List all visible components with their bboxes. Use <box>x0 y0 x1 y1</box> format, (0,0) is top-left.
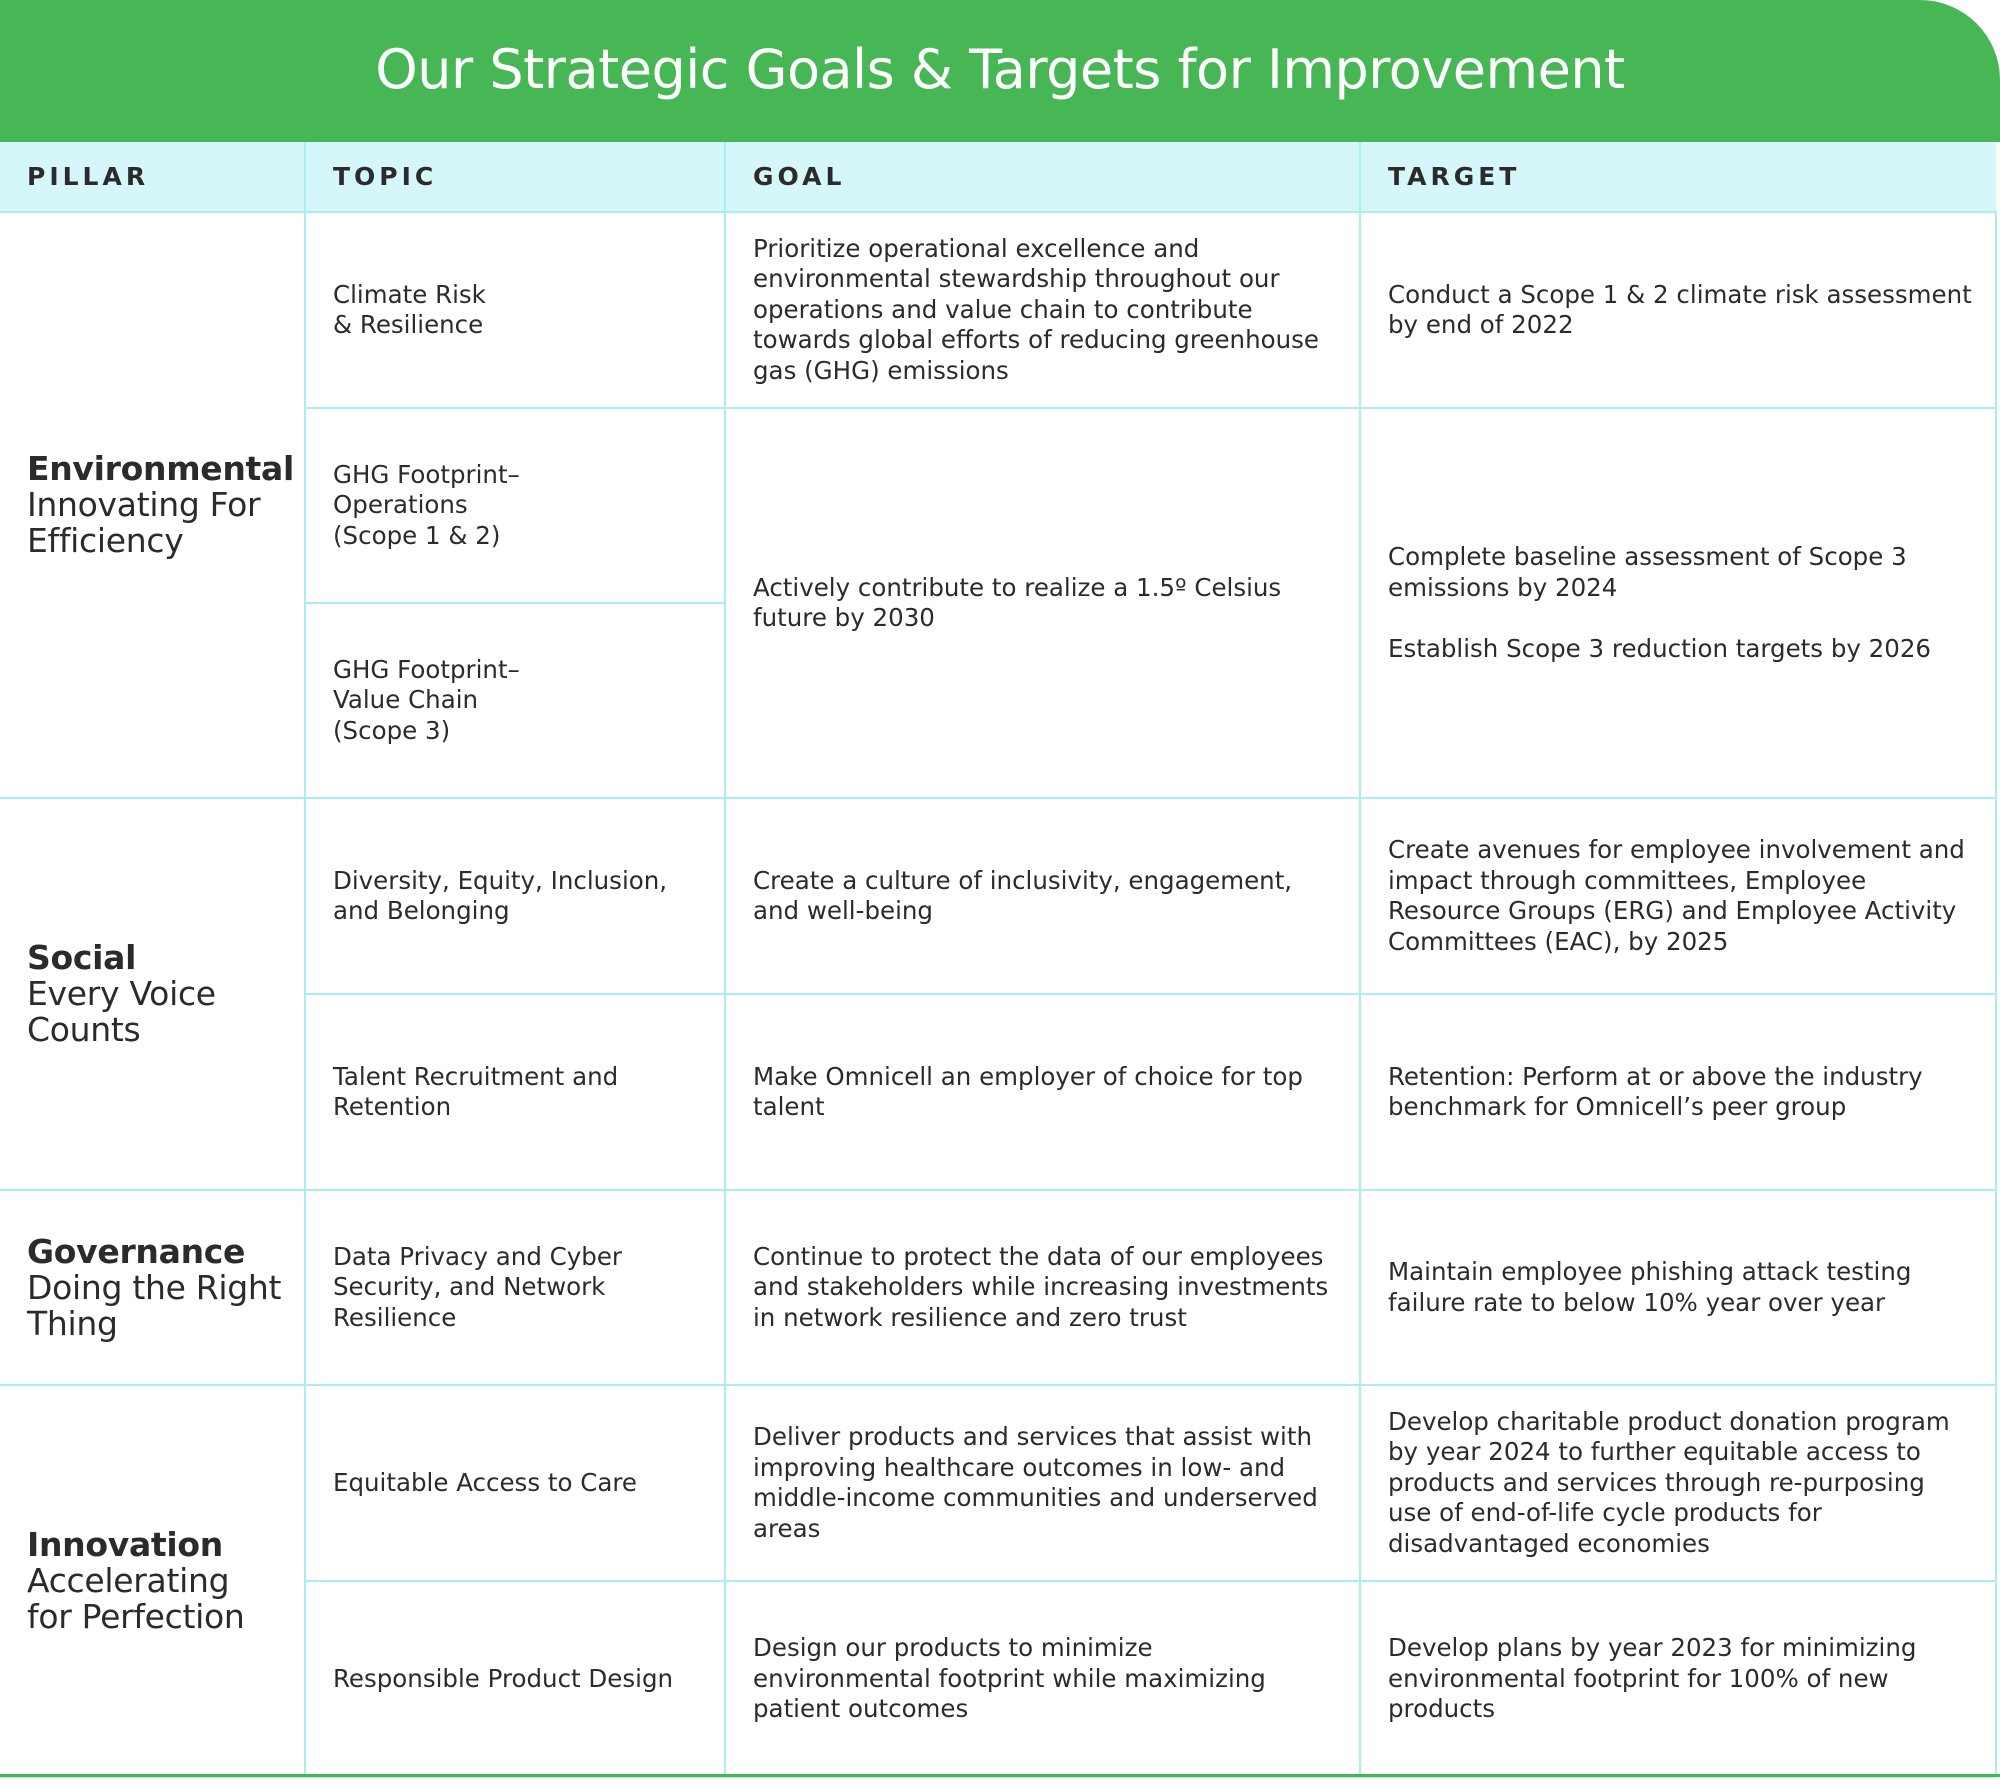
goal-cell: Prioritize operational excellence and environmental stewardship throughout our operations and value chain to contribute towards global efforts of reducing greenhouse gas (GHG) emissions <box>725 212 1360 408</box>
target-cell: Retention: Perform at or above the industry benchmark for Omnicell’s peer group <box>1360 994 1996 1190</box>
topic-cell: GHG Footprint– Value Chain (Scope 3) <box>305 603 725 798</box>
target-cell: Create avenues for employee involvement and impact through committees, Employee Resource Groups (ERG) and Employee Activity Committees (EAC), by 2025 <box>1360 798 1996 994</box>
goal-cell: Design our products to minimize environmental footprint while maximizing patient outcomes <box>725 1581 1360 1777</box>
pillar-cell-environmental <box>0 212 305 798</box>
column-header-topic: TOPIC <box>305 142 725 212</box>
goals-table <box>0 142 1997 1778</box>
topic-cell: Talent Recruitment and Retention <box>305 994 725 1190</box>
target-cell: Complete baseline assessment of Scope 3 emissions by 2024 Establish Scope 3 reduction targets by 2026 <box>1360 408 1996 798</box>
page-title: Our Strategic Goals & Targets for Improvement <box>375 37 1625 101</box>
bottom-divider <box>0 1774 2000 1777</box>
pillar-theme: Doing the Right Thing <box>27 1267 282 1343</box>
target-cell: Conduct a Scope 1 & 2 climate risk assessment by end of 2022 <box>1360 212 1996 408</box>
pillar-cell-innovation <box>0 1385 305 1777</box>
table-header-row <box>0 142 1996 212</box>
topic-cell: Climate Risk & Resilience <box>305 212 725 408</box>
page-header <box>0 0 2000 142</box>
pillar-cell-social <box>0 798 305 1190</box>
target-cell: Maintain employee phishing attack testing failure rate to below 10% year over year <box>1360 1190 1996 1385</box>
topic-cell: GHG Footprint– Operations (Scope 1 & 2) <box>305 408 725 603</box>
pillar-name: Governance <box>27 1231 246 1271</box>
pillar-theme: Innovating For Efficiency <box>27 485 261 560</box>
pillar-name: Environmental <box>27 449 295 488</box>
table-row <box>0 798 1996 994</box>
target-cell: Develop charitable product donation program by year 2024 to further equitable access to products and services through re-purposing use of end-of-life cycle products for disadvantaged economies <box>1360 1385 1996 1581</box>
goal-cell: Create a culture of inclusivity, engagement, and well-being <box>725 798 1360 994</box>
pillar-cell-governance <box>0 1190 305 1385</box>
pillar-name: Social <box>27 938 137 977</box>
column-header-goal: GOAL <box>725 142 1360 212</box>
topic-cell: Data Privacy and Cyber Security, and Network Resilience <box>305 1190 725 1385</box>
pillar-theme: Every Voice Counts <box>27 974 216 1049</box>
target-cell: Develop plans by year 2023 for minimizing environmental footprint for 100% of new products <box>1360 1581 1996 1777</box>
topic-cell: Diversity, Equity, Inclusion, and Belonging <box>305 798 725 994</box>
table-row <box>0 1385 1996 1581</box>
goal-cell: Deliver products and services that assist with improving healthcare outcomes in low- and middle-income communities and underserved areas <box>725 1385 1360 1581</box>
goal-cell: Make Omnicell an employer of choice for top talent <box>725 994 1360 1190</box>
topic-cell: Equitable Access to Care <box>305 1385 725 1581</box>
table-row <box>0 1190 1996 1385</box>
goal-cell: Continue to protect the data of our employees and stakeholders while increasing investments in network resilience and zero trust <box>725 1190 1360 1385</box>
table-row <box>0 212 1996 408</box>
pillar-theme: Accelerating for Perfection <box>27 1561 245 1636</box>
column-header-pillar: PILLAR <box>27 162 150 191</box>
topic-cell: Responsible Product Design <box>305 1581 725 1777</box>
column-header-target: TARGET <box>1360 142 1996 212</box>
goal-cell: Actively contribute to realize a 1.5º Celsius future by 2030 <box>725 408 1360 798</box>
pillar-name: Innovation <box>27 1525 223 1564</box>
